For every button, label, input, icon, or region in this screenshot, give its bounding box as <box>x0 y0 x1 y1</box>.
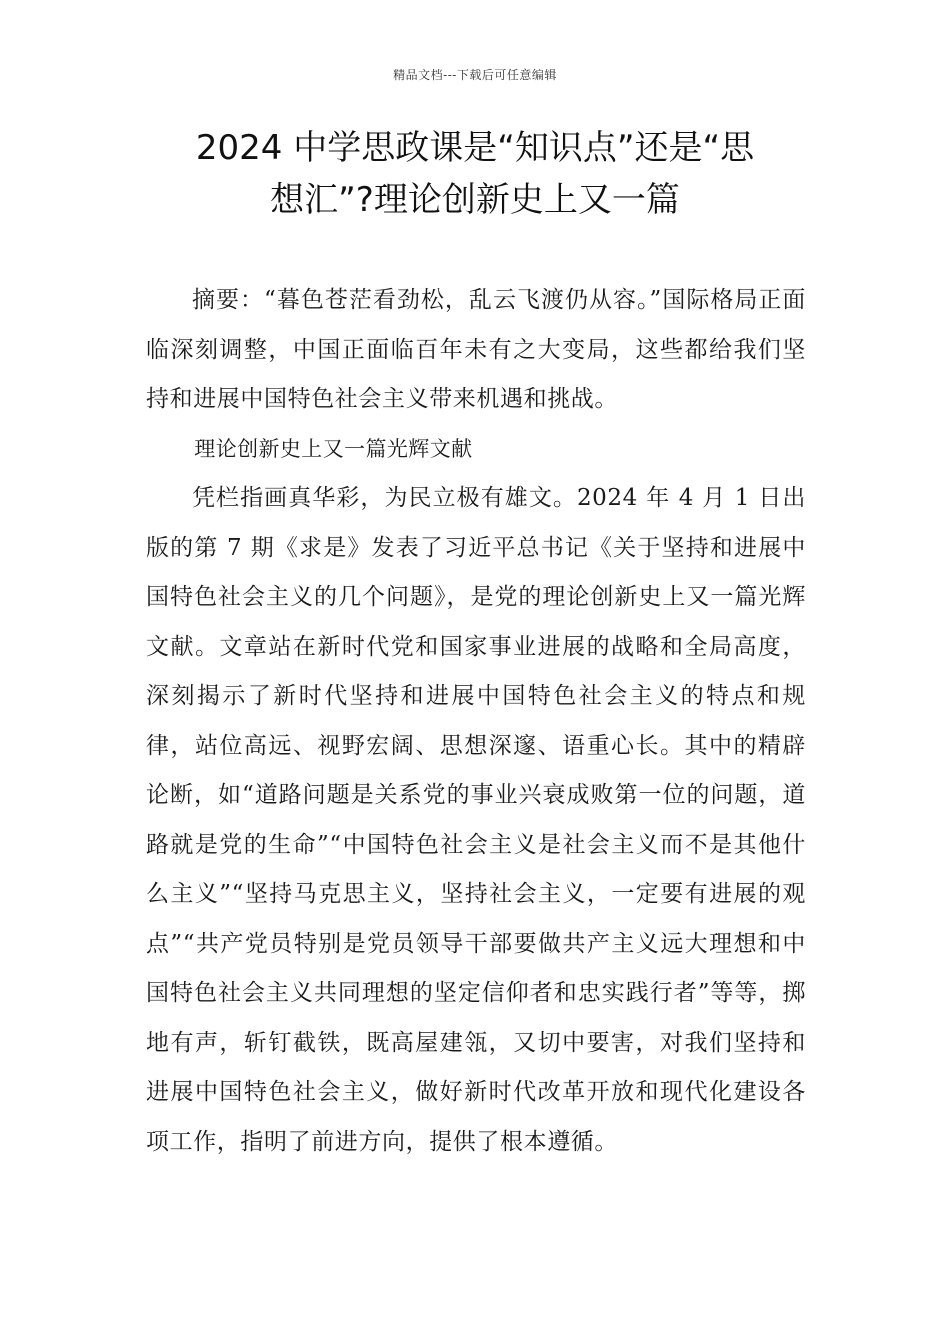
title-line-2: 想汇”?理论创新史上又一篇 <box>270 180 680 220</box>
body-paragraph: 凭栏指画真华彩，为民立极有雄文。2024 年 4 月 1 日出版的第 7 期《求是》发表了习近平总书记《关于坚持和进展中国特色社会主义的几个问题》，是党的理论创新史上又一篇光辉文献。文章站在新时代党和国家事业进展的战略和全局高度，深刻揭示了新时代坚持和进展中国特色社会主义的特点和规律，站位高远、视野宏阔、思想深邃、语重心长。其中的精辟论断，如“道路问题是关系党的事业兴衰成败第一位的问题，道路就是党的生命”“中国特色社会主义是社会主义而不是其他什么主义”“坚持马克思主义，坚持社会主义，一定要有进展的观点”“共产党员特别是党员领导干部要做共产主义远大理想和中国特色社会主义共同理想的坚定信仰者和忠实践行者”等等，掷地有声，斩钉截铁，既高屋建瓴，又切中要害，对我们坚持和进展中国特色社会主义，做好新时代改革开放和现代化建设各项工作，指明了前进方向，提供了根本遵循。 <box>146 485 806 1155</box>
abstract-paragraph: 摘要：“暮色苍茫看劲松，乱云飞渡仍从容。”国际格局正面临深刻调整，中国正面临百年未有之大变局，这些都给我们坚持和进展中国特色社会主义带来机遇和挑战。 <box>146 287 806 412</box>
section-subheading: 理论创新史上又一篇光辉文献 <box>194 436 473 461</box>
document-title <box>120 122 830 226</box>
document-body <box>146 276 806 1167</box>
header-note: 精品文档---下载后可任意编辑 <box>393 68 557 82</box>
title-line-1: 2024 中学思政课是“知识点”还是“思 <box>195 128 755 168</box>
